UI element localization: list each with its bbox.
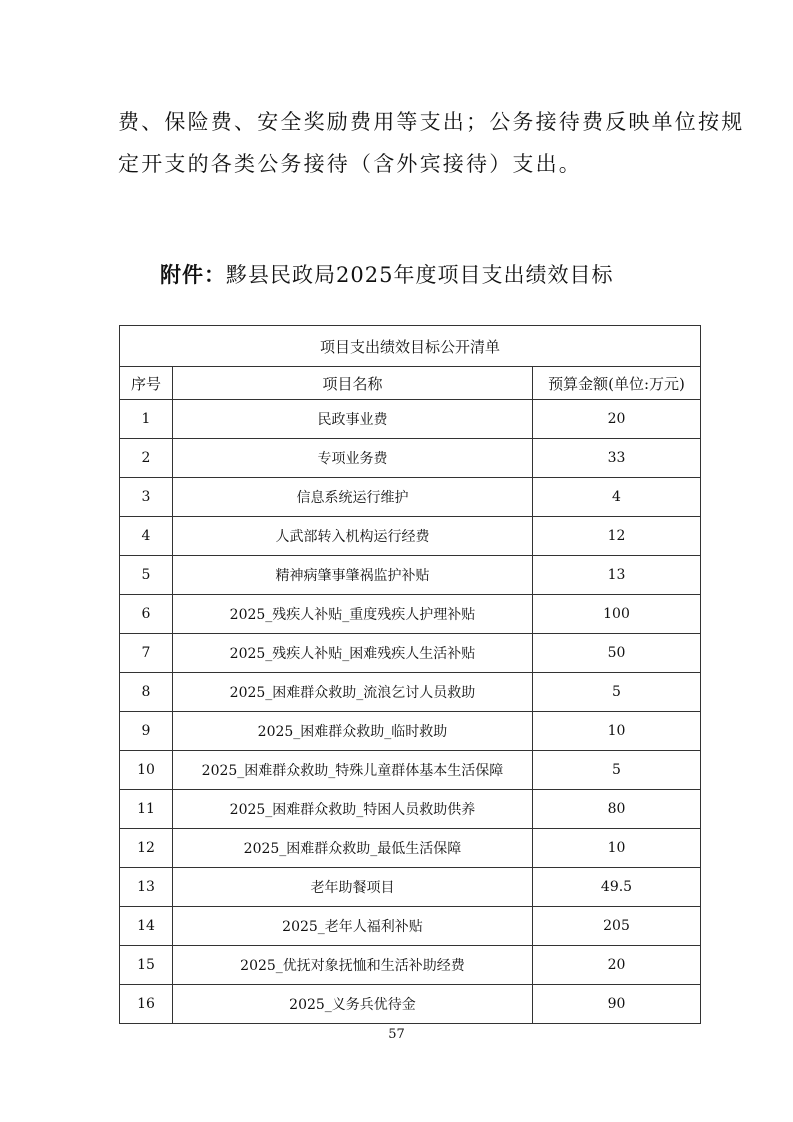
- table-caption: 项目支出绩效目标公开清单: [120, 326, 701, 367]
- cell-seq: 14: [120, 907, 173, 946]
- cell-project-name: 2025_优抚对象抚恤和生活补助经费: [173, 946, 533, 985]
- cell-seq: 12: [120, 829, 173, 868]
- cell-project-name: 2025_困难群众救助_最低生活保障: [173, 829, 533, 868]
- cell-project-name: 2025_困难群众救助_流浪乞讨人员救助: [173, 673, 533, 712]
- table-row: [120, 556, 701, 595]
- table-row: [120, 868, 701, 907]
- table-row: [120, 907, 701, 946]
- body-paragraph-line: 费、保险费、安全奖励费用等支出；公务接待费反映单位按规: [118, 110, 745, 134]
- cell-seq: 9: [120, 712, 173, 751]
- cell-seq: 6: [120, 595, 173, 634]
- table-row: [120, 712, 701, 751]
- performance-target-table: [119, 325, 701, 1024]
- cell-project-name: 2025_困难群众救助_特困人员救助供养: [173, 790, 533, 829]
- cell-amount: 10: [533, 829, 701, 868]
- cell-seq: 1: [120, 400, 173, 439]
- cell-seq: 8: [120, 673, 173, 712]
- cell-project-name: 2025_义务兵优待金: [173, 985, 533, 1024]
- table-row: [120, 517, 701, 556]
- attachment-label: 附件：: [160, 263, 226, 287]
- header-seq: 序号: [120, 367, 173, 400]
- header-amount: 预算金额(单位:万元): [533, 367, 701, 400]
- cell-amount: 10: [533, 712, 701, 751]
- cell-seq: 13: [120, 868, 173, 907]
- cell-project-name: 2025_困难群众救助_特殊儿童群体基本生活保障: [173, 751, 533, 790]
- cell-amount: 100: [533, 595, 701, 634]
- cell-amount: 49.5: [533, 868, 701, 907]
- cell-amount: 205: [533, 907, 701, 946]
- table-row: [120, 985, 701, 1024]
- table-row: [120, 400, 701, 439]
- cell-project-name: 2025_困难群众救助_临时救助: [173, 712, 533, 751]
- cell-amount: 4: [533, 478, 701, 517]
- table-header-row: [120, 367, 701, 400]
- cell-seq: 3: [120, 478, 173, 517]
- cell-amount: 13: [533, 556, 701, 595]
- cell-seq: 2: [120, 439, 173, 478]
- table-row: [120, 751, 701, 790]
- cell-project-name: 精神病肇事肇祸监护补贴: [173, 556, 533, 595]
- cell-seq: 15: [120, 946, 173, 985]
- cell-amount: 20: [533, 400, 701, 439]
- table-row: [120, 673, 701, 712]
- table-caption-row: [120, 326, 701, 367]
- attachment-title: 黟县民政局2025年度项目支出绩效目标: [226, 263, 614, 287]
- cell-amount: 12: [533, 517, 701, 556]
- cell-seq: 16: [120, 985, 173, 1024]
- table-row: [120, 790, 701, 829]
- table-row: [120, 478, 701, 517]
- cell-seq: 7: [120, 634, 173, 673]
- cell-amount: 5: [533, 673, 701, 712]
- cell-amount: 50: [533, 634, 701, 673]
- header-name: 项目名称: [173, 367, 533, 400]
- cell-project-name: 专项业务费: [173, 439, 533, 478]
- attachment-heading: [160, 259, 613, 289]
- cell-amount: 33: [533, 439, 701, 478]
- table-row: [120, 634, 701, 673]
- cell-project-name: 人武部转入机构运行经费: [173, 517, 533, 556]
- table-row: [120, 946, 701, 985]
- cell-project-name: 信息系统运行维护: [173, 478, 533, 517]
- cell-amount: 20: [533, 946, 701, 985]
- table-row: [120, 595, 701, 634]
- cell-seq: 10: [120, 751, 173, 790]
- body-paragraph-line: 定开支的各类公务接待（含外宾接待）支出。: [118, 152, 582, 176]
- cell-seq: 11: [120, 790, 173, 829]
- page-number: 57: [388, 1027, 405, 1042]
- cell-project-name: 民政事业费: [173, 400, 533, 439]
- cell-seq: 4: [120, 517, 173, 556]
- table-row: [120, 829, 701, 868]
- cell-project-name: 2025_残疾人补贴_重度残疾人护理补贴: [173, 595, 533, 634]
- cell-project-name: 2025_老年人福利补贴: [173, 907, 533, 946]
- cell-seq: 5: [120, 556, 173, 595]
- cell-amount: 5: [533, 751, 701, 790]
- cell-amount: 80: [533, 790, 701, 829]
- table-row: [120, 439, 701, 478]
- cell-project-name: 老年助餐项目: [173, 868, 533, 907]
- cell-project-name: 2025_残疾人补贴_困难残疾人生活补贴: [173, 634, 533, 673]
- cell-amount: 90: [533, 985, 701, 1024]
